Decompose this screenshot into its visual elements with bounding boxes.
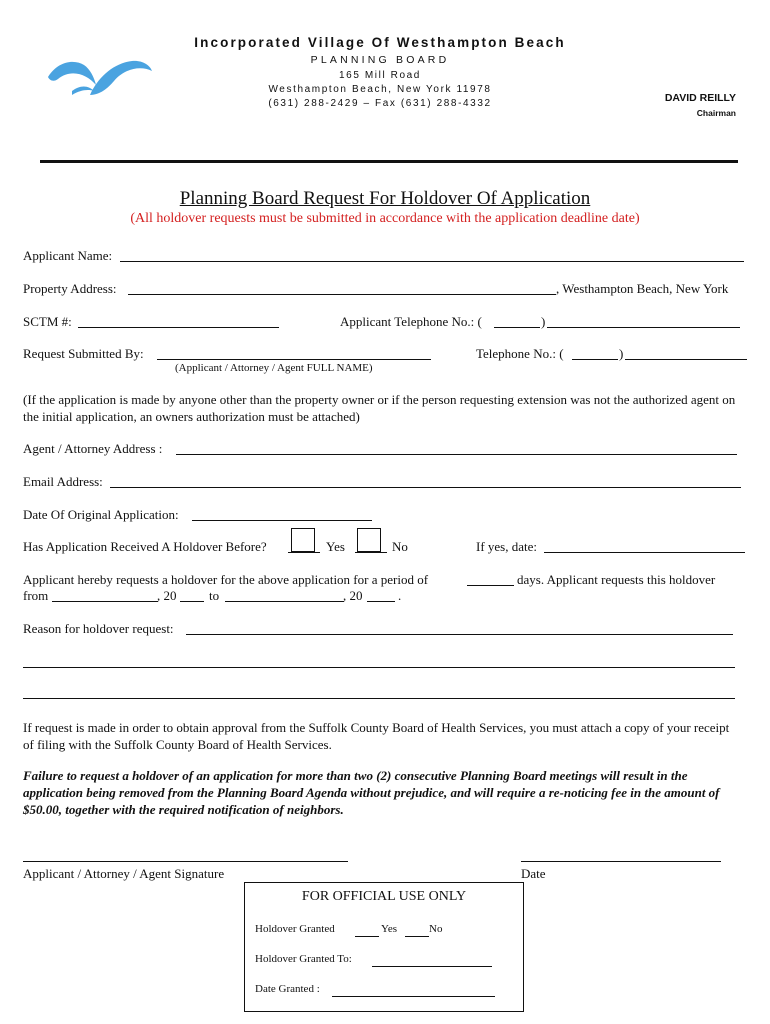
- received-before-no-label: No: [392, 539, 408, 554]
- gull-left: [48, 62, 96, 85]
- holdover-granted-label: Holdover Granted: [255, 923, 335, 935]
- date-granted-field[interactable]: [332, 996, 495, 997]
- original-date-field[interactable]: [192, 520, 372, 521]
- period-label-2: days. Applicant requests this holdover: [517, 572, 716, 587]
- received-before-yes-checkbox[interactable]: [291, 528, 315, 552]
- property-address-label: Property Address:: [23, 281, 117, 296]
- from-date-field[interactable]: [52, 601, 158, 602]
- received-before-no-checkbox[interactable]: [357, 528, 381, 552]
- from-year-field[interactable]: [180, 601, 204, 602]
- phone-fax: (631) 288-2429 – Fax (631) 288-4332: [268, 98, 492, 109]
- to-year-label: , 20: [343, 588, 363, 603]
- applicant-name-label: Applicant Name:: [23, 248, 113, 263]
- telephone-label: Telephone No.: (: [476, 346, 564, 361]
- header-divider: [40, 160, 738, 163]
- email-field[interactable]: [110, 487, 741, 488]
- received-before-label: Has Application Received A Holdover Before?: [23, 539, 267, 554]
- request-by-hint: (Applicant / Attorney / Agent FULL NAME): [175, 362, 373, 374]
- sctm-field[interactable]: [78, 327, 279, 328]
- date-granted-label: Date Granted :: [255, 983, 320, 995]
- village-name: Incorporated Village Of Westhampton Beach: [194, 35, 566, 50]
- reason-field-3[interactable]: [23, 698, 735, 699]
- original-date-label: Date Of Original Application:: [23, 507, 179, 522]
- chairman-title: Chairman: [696, 108, 736, 118]
- suffolk-note: If request is made in order to obtain approval from the Suffolk County Board of Health Services, you must attach a copy of your receipt of filing with the Suffolk County Board of Health Services.: [23, 720, 730, 752]
- board-name: PLANNING BOARD: [310, 54, 450, 66]
- yes-line: [288, 552, 320, 553]
- granted-to-label: Holdover Granted To:: [255, 953, 352, 965]
- telephone-close-paren: ): [619, 346, 624, 361]
- official-use-box: [244, 882, 524, 1012]
- reason-field-1[interactable]: [186, 634, 733, 635]
- chairman-name: DAVID REILLY: [664, 92, 736, 104]
- if-yes-date-field[interactable]: [544, 552, 745, 553]
- to-date-field[interactable]: [225, 601, 344, 602]
- signature-field[interactable]: [23, 861, 348, 862]
- warning-note: Failure to request a holdover of an application for more than two (2) consecutive Planning Board meetings will result in the application being removed from the Planning Board Agenda without prejudice, and will require a re-noticing fee in the amount of $50.00, together with the required notification of neighbors.: [23, 768, 720, 817]
- city-address: Westhampton Beach, New York 11978: [268, 84, 492, 95]
- official-use-heading: FOR OFFICIAL USE ONLY: [301, 889, 467, 904]
- if-yes-date-label: If yes, date:: [476, 539, 538, 554]
- telephone-area-field[interactable]: [572, 359, 618, 360]
- from-label: from: [23, 588, 49, 603]
- authorization-note: (If the application is made by anyone other than the property owner or if the person requesting extension was not the authorized agent on the initial application, an owners authorization must be attached): [23, 392, 736, 424]
- to-label: to: [209, 588, 220, 603]
- street-address: 165 Mill Road: [339, 70, 421, 81]
- granted-to-field[interactable]: [372, 966, 492, 967]
- agent-address-field[interactable]: [176, 454, 737, 455]
- to-year-field[interactable]: [367, 601, 395, 602]
- holdover-granted-yes-field[interactable]: [355, 936, 379, 937]
- holdover-granted-yes-label: Yes: [381, 923, 398, 935]
- reason-label: Reason for holdover request:: [23, 621, 174, 636]
- email-label: Email Address:: [23, 474, 103, 489]
- signature-date-field[interactable]: [521, 861, 721, 862]
- holdover-granted-no-field[interactable]: [405, 936, 429, 937]
- period-days-field[interactable]: [467, 585, 514, 586]
- property-address-field[interactable]: [128, 294, 556, 295]
- holdover-granted-no-label: No: [429, 923, 443, 935]
- signature-date-label: Date: [521, 866, 546, 881]
- received-before-yes-label: Yes: [326, 539, 345, 554]
- from-year-label: , 20: [157, 588, 177, 603]
- applicant-phone-field[interactable]: [547, 327, 740, 328]
- period-label: Applicant hereby requests a holdover for the above application for a period of: [23, 572, 429, 587]
- applicant-phone-area-field[interactable]: [494, 327, 540, 328]
- period-end: .: [398, 588, 402, 603]
- request-by-label: Request Submitted By:: [23, 346, 144, 361]
- form-subtitle: (All holdover requests must be submitted in accordance with the application deadline date): [130, 211, 640, 226]
- telephone-field[interactable]: [625, 359, 747, 360]
- sctm-label: SCTM #:: [23, 314, 72, 329]
- applicant-name-field[interactable]: [120, 261, 744, 262]
- form-title: Planning Board Request For Holdover Of Application: [179, 188, 591, 209]
- seagull-logo: [44, 55, 154, 105]
- signature-label: Applicant / Attorney / Agent Signature: [23, 866, 225, 881]
- agent-address-label: Agent / Attorney Address :: [23, 441, 163, 456]
- applicant-phone-label: Applicant Telephone No.: (: [340, 314, 482, 329]
- reason-field-2[interactable]: [23, 667, 735, 668]
- property-address-suffix: , Westhampton Beach, New York: [556, 281, 729, 296]
- gull-right: [90, 61, 152, 95]
- no-line: [355, 552, 387, 553]
- request-by-field[interactable]: [157, 359, 431, 360]
- applicant-phone-close-paren: ): [541, 314, 546, 329]
